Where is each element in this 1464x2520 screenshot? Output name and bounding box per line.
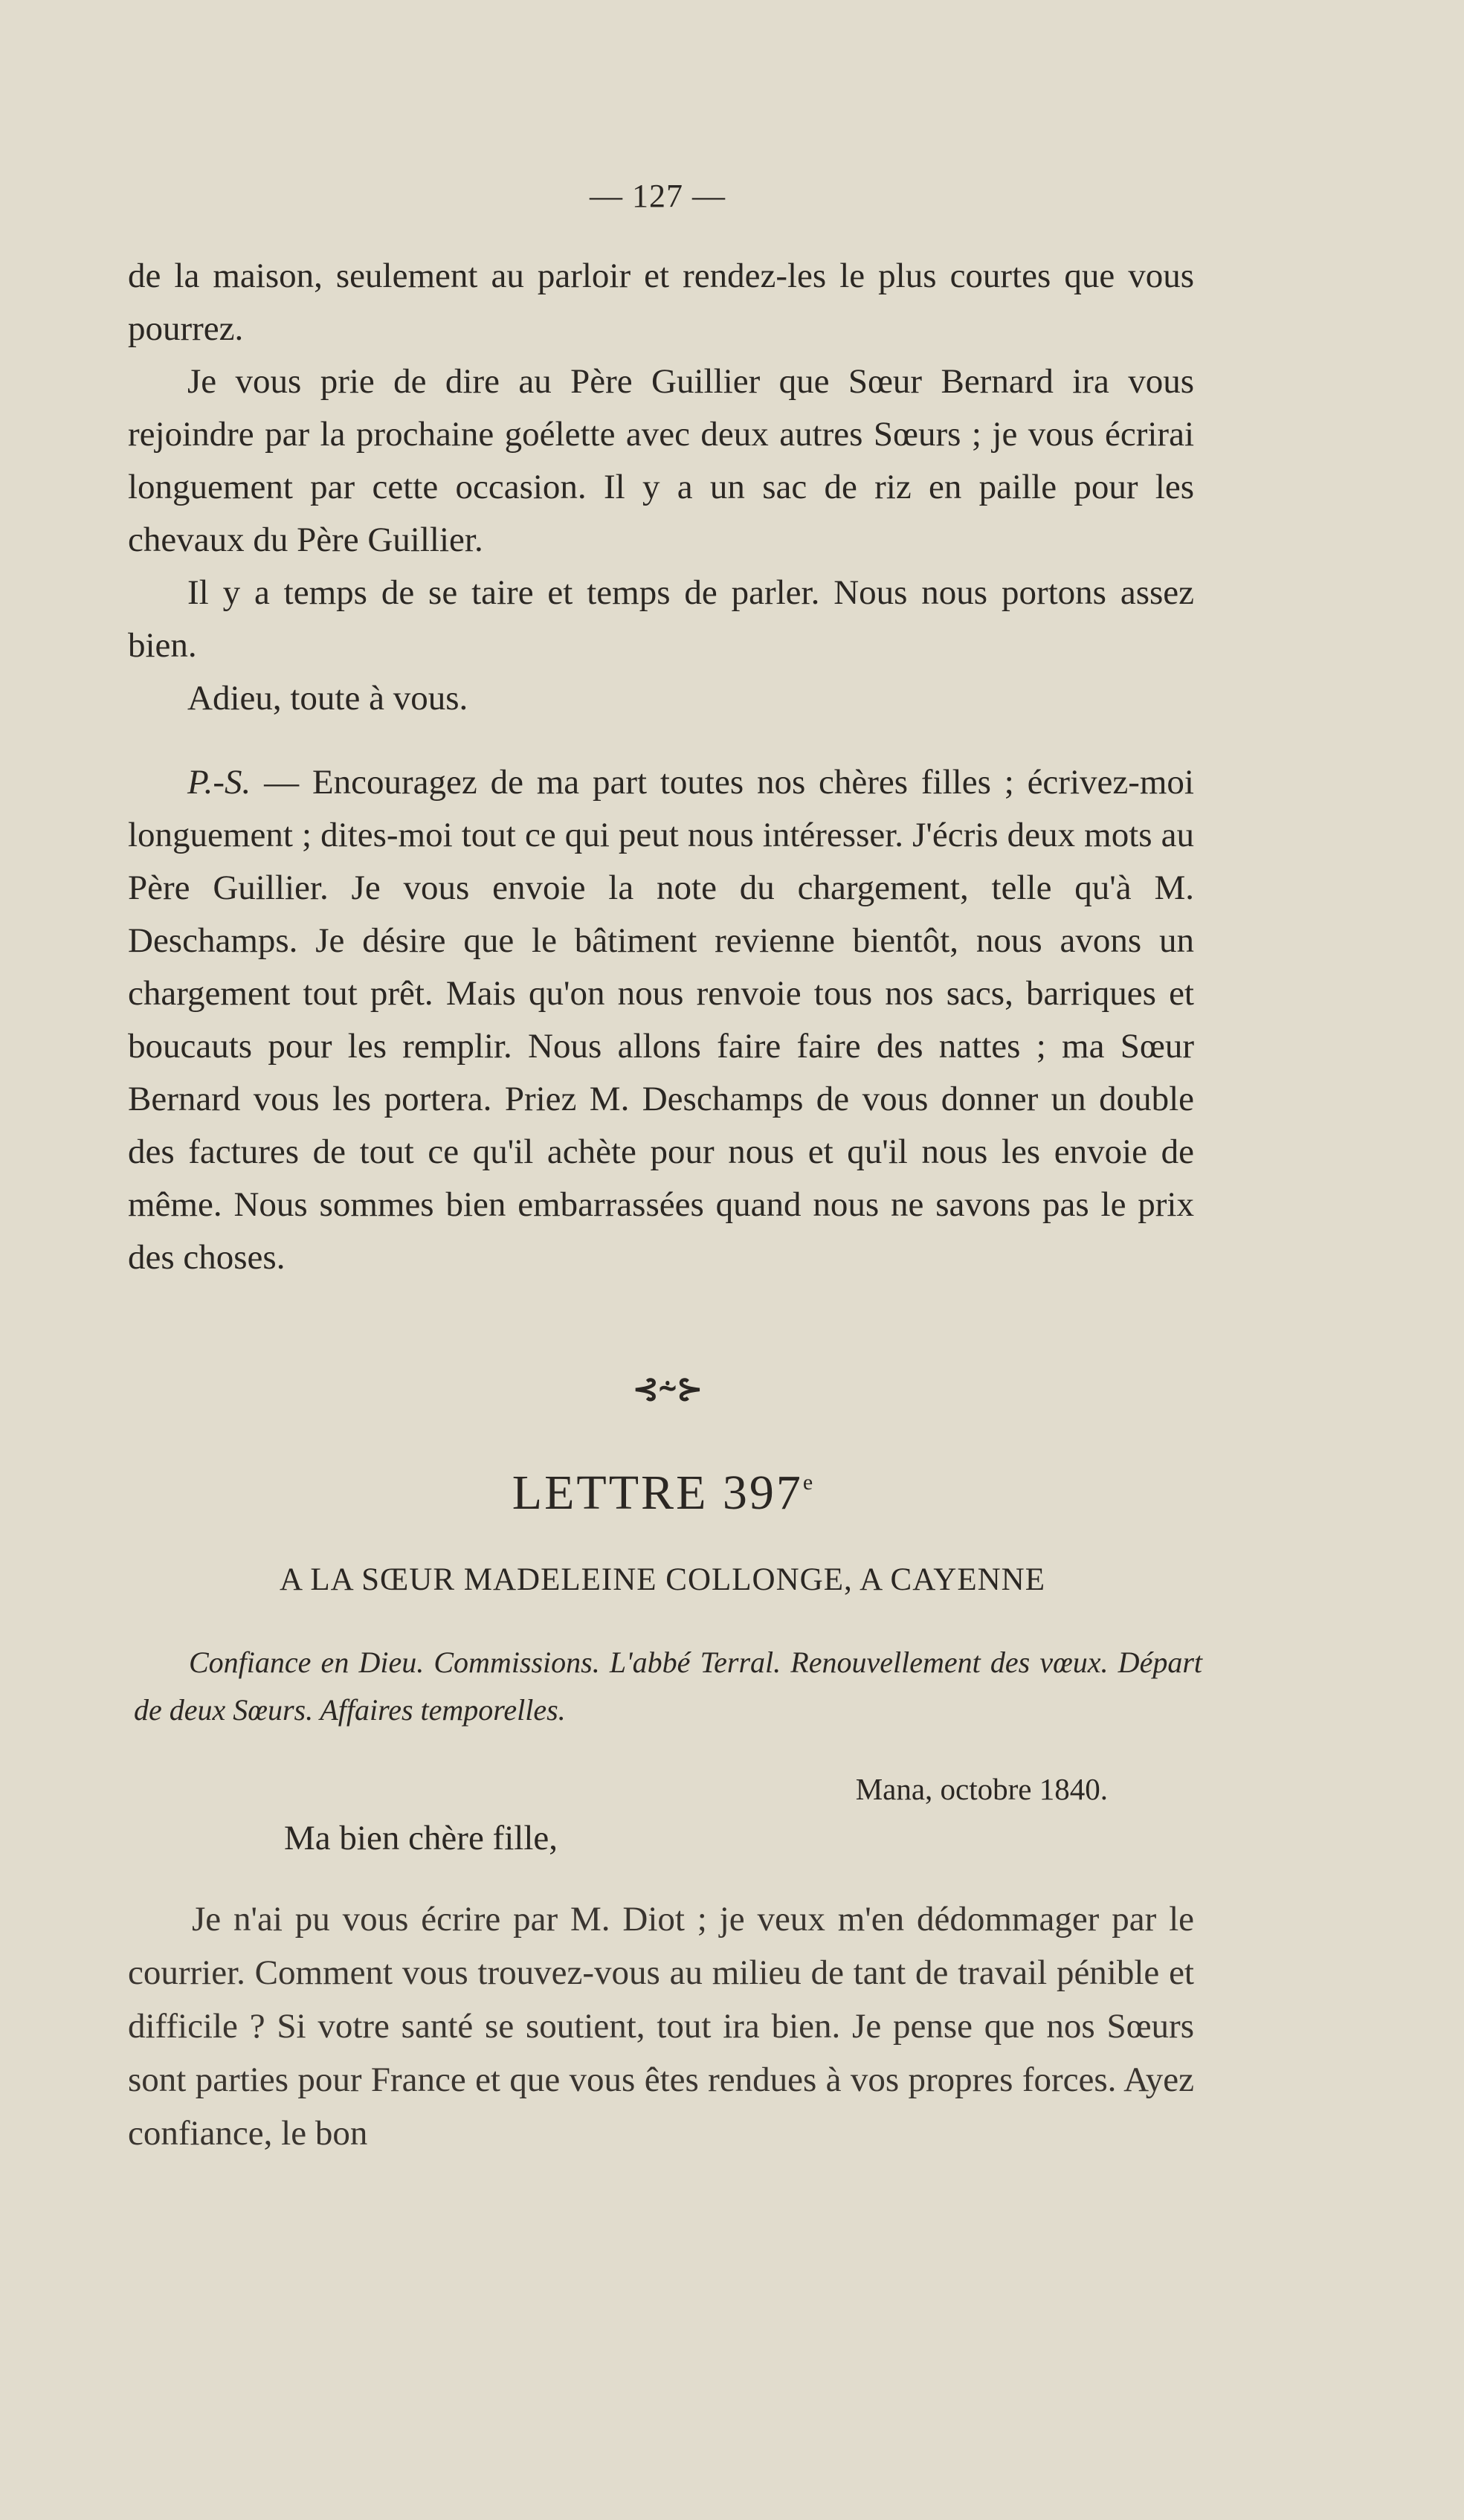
paragraph: Il y a temps de se taire et temps de parler. Nous nous portons assez bien. xyxy=(128,573,1194,665)
letter-title xyxy=(0,1465,1325,1521)
letter-title-text: LETTRE 397 xyxy=(512,1466,803,1520)
postscript-text: — Encouragez de ma part toutes nos chères filles ; écrivez-moi longuement ; dites-moi tout ce qui peut nous intéresser. J'écris deux mots au Père Guillier. Je vous envoie la note du chargement, telle qu'à M. Deschamps. Je désire que le bâtiment revienne bientôt, nous avons un chargement tout prêt. Mais qu'on nous renvoie tous nos sacs, barriques et boucauts pour les remplir. Nous allons faire faire des nattes ; ma Sœur Bernard vous les portera. Priez M. Deschamps de vous donner un double des factures de tout ce qu'il achète pour nous et qu'il nous les envoie de même. Nous sommes bien embarrassées quand nous ne savons pas le prix des choses. xyxy=(128,763,1194,1277)
letter-body: Je n'ai pu vous écrire par M. Diot ; je veux m'en dédommager par le courrier. Comment vous trouvez-vous au milieu de tant de travail pénible et difficile ? Si votre santé se soutient, tout ira bien. Je pense que nos Sœurs sont parties pour France et que vous êtes rendues à vos propres forces. Ayez confiance, le bon xyxy=(128,1900,1194,2153)
previous-letter-ending xyxy=(128,250,1194,725)
postscript-label: P.-S. xyxy=(187,763,251,802)
letter-title-suffix: e xyxy=(802,1470,813,1495)
paragraph: Je vous prie de dire au Père Guillier que Sœur Bernard ira vous rejoindre par la prochaine goélette avec deux autres Sœurs ; je vous écrirai longuement par cette occasion. Il y a un sac de riz en paille pour les chevaux du Père Guillier. xyxy=(128,362,1194,559)
page-number: — 127 — xyxy=(590,178,726,214)
salutation: Ma bien chère fille, xyxy=(284,1819,558,1857)
postscript-paragraph xyxy=(128,756,1194,1284)
place-date: Mana, octobre 1840. xyxy=(855,1772,1108,1806)
closing-line: Adieu, toute à vous. xyxy=(187,679,468,718)
letter-summary: Confiance en Dieu. Commissions. L'abbé Terral. Renouvellement des vœux. Départ de deux Sœurs. Affaires temporelles. xyxy=(134,1646,1202,1727)
paragraph: de la maison, seulement au parloir et rendez-les le plus courtes que vous pourrez. xyxy=(128,257,1194,348)
ornament-divider: ⊰⸞⊱ xyxy=(632,1373,703,1407)
postscript xyxy=(128,756,1194,1284)
letter-recipient: A LA SŒUR MADELEINE COLLONGE, A CAYENNE xyxy=(279,1562,1045,1597)
